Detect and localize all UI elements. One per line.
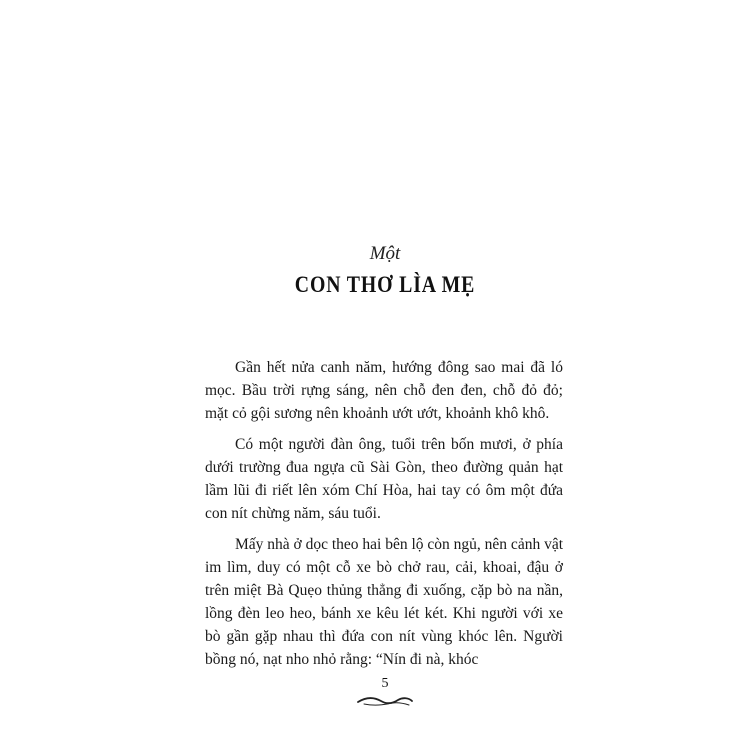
paragraph: Mấy nhà ở dọc theo hai bên lộ còn ngủ, nên cảnh vật im lìm, duy có một cỗ xe bò chở rau, cải, khoai, đậu ở trên miệt Bà Quẹo thủng thẳng đi xuống, cặp bò na nần, lồng đèn leo heo, bánh xe kêu lét két. Khi người với xe bò gần gặp nhau thì đứa con nít vùng khóc lên. Người bồng nó, nạt nho nhỏ rằng: “Nín đi nà, khóc <box>205 536 564 668</box>
chapter-title: CON THƠ LÌA MẸ <box>294 272 476 297</box>
paragraph: Có một người đàn ông, tuổi trên bốn mươi, ở phía dưới trường đua ngựa cũ Sài Gòn, theo đường quản hạt lầm lũi đi riết lên xóm Chí Hòa, hai tay có ôm một đứa con nít chừng năm, sáu tuổi. <box>205 436 563 522</box>
chapter-body <box>205 356 563 679</box>
flourish-ornament-icon <box>356 694 414 708</box>
paragraph: Gần hết nửa canh năm, hướng đông sao mai đã ló mọc. Bầu trời rựng sáng, nên chỗ đen đen, chỗ đỏ đỏ; mặt cỏ gội sương nên khoảnh ướt ướt, khoảnh khô khô. <box>205 359 563 422</box>
page-number: 5 <box>381 676 389 691</box>
chapter-number: Một <box>369 243 401 264</box>
